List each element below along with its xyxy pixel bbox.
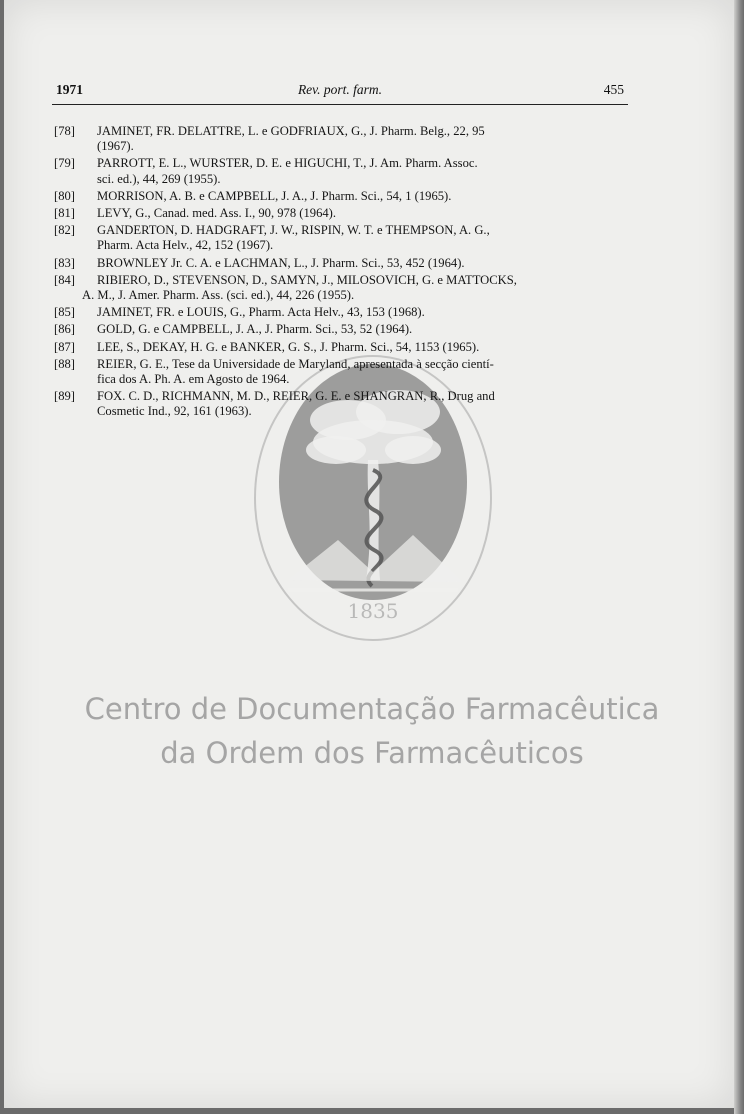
reference-list <box>54 124 626 422</box>
reference-number: [87] <box>54 339 75 354</box>
reference-item <box>54 340 626 355</box>
reference-number: [78] <box>54 124 75 138</box>
reference-text-line: JAMINET, FR. e LOUIS, G., Pharm. Acta Helv., 43, 153 (1968). <box>97 305 425 320</box>
reference-number: [84] <box>54 272 75 287</box>
reference-text-line: LEVY, G., Canad. med. Ass. I., 90, 978 (1964). <box>97 206 337 221</box>
reference-number: [80] <box>54 188 75 203</box>
reference-item <box>54 206 626 221</box>
reference-text-line: sci. ed.), 44, 269 (1955). <box>97 171 221 186</box>
reference-text-line: PARROTT, E. L., WURSTER, D. E. e HIGUCHI, T., J. Am. Pharm. Assoc. <box>97 156 478 171</box>
reference-text-line: REIER, G. E., Tese da Universidade de Maryland, apresentada à secção cientí- <box>97 356 494 371</box>
reference-text-line: Pharm. Acta Helv., 42, 152 (1967). <box>97 238 274 253</box>
reference-item <box>54 124 626 154</box>
reference-text-line: Cosmetic Ind., 92, 161 (1963). <box>97 404 252 419</box>
reference-text-line: RIBIERO, D., STEVENSON, D., SAMYN, J., MILOSOVICH, G. e MATTOCKS, <box>97 272 517 287</box>
reference-text-line: BROWNLEY Jr. C. A. e LACHMAN, L., J. Pharm. Sci., 53, 452 (1964). <box>97 255 465 270</box>
reference-text-line: GANDERTON, D. HADGRAFT, J. W., RISPIN, W. T. e THEMPSON, A. G., <box>97 223 490 238</box>
reference-number: [86] <box>54 322 75 337</box>
reference-text-line: JAMINET, FR. DELATTRE, L. e GODFRIAUX, G., J. Pharm. Belg., 22, 95 <box>97 124 485 138</box>
reference-text-line: MORRISON, A. B. e CAMPBELL, J. A., J. Pharm. Sci., 54, 1 (1965). <box>97 188 452 203</box>
seal-year-text: 1835 <box>347 599 399 623</box>
reference-item <box>54 256 626 271</box>
reference-number: [88] <box>54 356 75 371</box>
reference-number: [79] <box>54 156 75 171</box>
reference-number: [83] <box>54 255 75 270</box>
header-journal-title: Rev. port. farm. <box>297 82 383 97</box>
reference-item <box>54 389 626 419</box>
reference-number: [89] <box>54 389 75 404</box>
reference-item <box>54 305 626 320</box>
reference-text-line: LEE, S., DEKAY, H. G. e BANKER, G. S., J. Pharm. Sci., 54, 1153 (1965). <box>97 339 480 354</box>
watermark-line-1: Centro de Documentação Farmacêutica <box>84 692 660 726</box>
reference-text-line: fica dos A. Ph. A. em Agosto de 1964. <box>97 372 290 387</box>
reference-item <box>54 223 626 253</box>
reference-number: [82] <box>54 223 75 238</box>
reference-item <box>54 322 626 337</box>
reference-number: [85] <box>54 305 75 320</box>
reference-item <box>54 273 626 303</box>
reference-text-line: GOLD, G. e CAMPBELL, J. A., J. Pharm. Sci., 53, 52 (1964). <box>97 322 413 337</box>
header-page-number: 455 <box>603 82 624 97</box>
reference-item <box>54 357 626 387</box>
reference-text-line: (1967). <box>97 139 134 154</box>
reference-item <box>54 156 626 186</box>
header-year: 1971 <box>56 82 83 97</box>
running-header <box>52 80 628 105</box>
page-edge-shadow <box>734 0 744 1114</box>
watermark-line-2: da Ordem dos Farmacêuticos <box>160 736 584 770</box>
reference-text-line: FOX. C. D., RICHMANN, M. D., REIER, G. E. e SHANGRAN, R., Drug and <box>97 389 495 404</box>
reference-item <box>54 189 626 204</box>
reference-text-line: A. M., J. Amer. Pharm. Ass. (sci. ed.), 44, 226 (1955). <box>82 288 355 303</box>
reference-number: [81] <box>54 206 75 221</box>
